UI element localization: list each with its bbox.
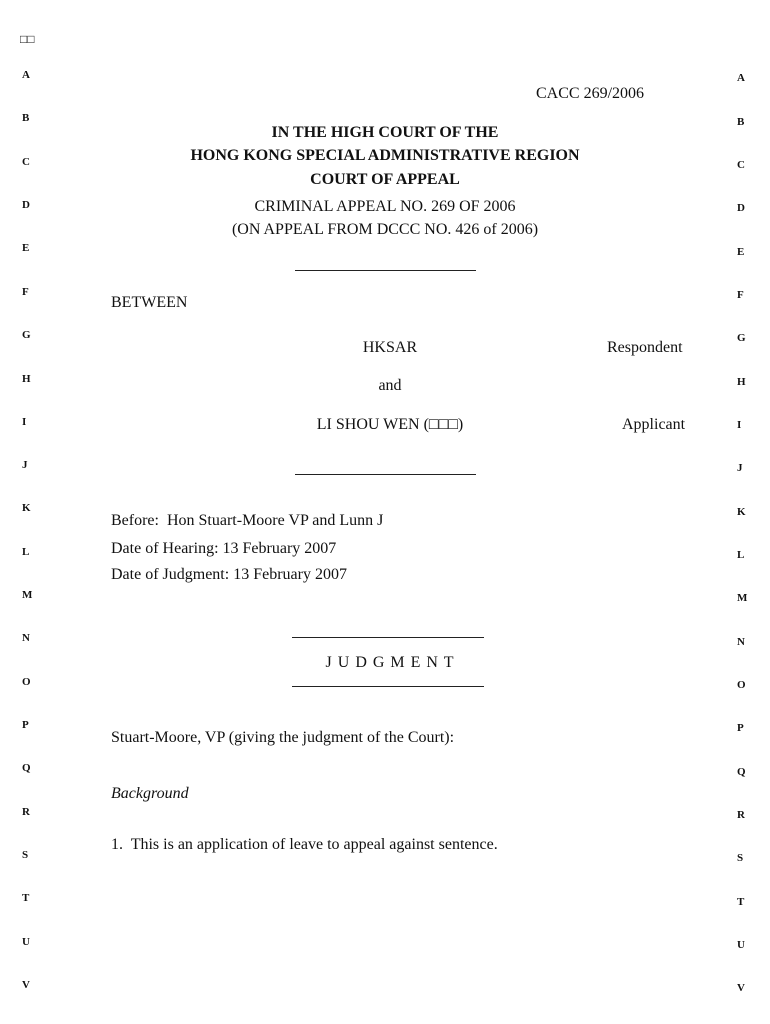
margin-letter: S [737, 852, 744, 864]
court-line-1: IN THE HIGH COURT OF THE [271, 124, 499, 141]
margin-letter: I [737, 419, 742, 431]
court-line-3: COURT OF APPEAL [310, 171, 460, 188]
margin-letter: I [22, 416, 27, 428]
margin-letter: M [737, 592, 748, 604]
margin-letter: A [737, 72, 745, 84]
margin-letter: H [22, 373, 31, 385]
case-number: CACC 269/2006 [536, 85, 645, 102]
margin-letter: H [737, 376, 746, 388]
margin-letter: Q [22, 762, 31, 774]
date-of-hearing: Date of Hearing: 13 February 2007 [111, 540, 337, 557]
margin-letter: F [737, 289, 744, 301]
margin-letter: F [22, 286, 29, 298]
corner-glyph: □□ [20, 32, 35, 46]
section-heading: Background [111, 785, 189, 802]
margin-letter: A [22, 69, 30, 81]
and-word: and [378, 377, 402, 394]
before-line: Before: Hon Stuart-Moore VP and Lunn J [111, 512, 384, 529]
margin-letter: C [737, 159, 745, 171]
margin-letter: Q [737, 766, 746, 778]
margin-letter: B [22, 112, 30, 124]
margin-letter: U [737, 939, 745, 951]
margin-letter: L [737, 549, 745, 561]
applicant-role: Applicant [622, 416, 686, 433]
margin-letter: N [737, 636, 745, 648]
margin-letter: E [22, 242, 30, 254]
margin-letter: O [22, 676, 31, 688]
respondent-role: Respondent [607, 339, 683, 356]
margin-letter: T [737, 896, 745, 908]
margin-letter: S [22, 849, 29, 861]
margin-letter: P [737, 722, 744, 734]
date-of-judgment: Date of Judgment: 13 February 2007 [111, 566, 347, 583]
margin-letter: E [737, 246, 745, 258]
appeal-line-2: (ON APPEAL FROM DCCC NO. 426 of 2006) [231, 221, 539, 238]
margin-letter: D [737, 202, 745, 214]
court-line-2: HONG KONG SPECIAL ADMINISTRATIVE REGION [190, 147, 580, 164]
margin-letter: V [22, 979, 30, 991]
divider-rule [295, 474, 476, 475]
judge-line: Stuart-Moore, VP (giving the judgment of the Court): [111, 729, 455, 746]
margin-letter: M [22, 589, 33, 601]
margin-letter: J [737, 462, 743, 474]
appeal-line-1: CRIMINAL APPEAL NO. 269 OF 2006 [254, 198, 516, 215]
divider-rule [292, 637, 484, 638]
margin-letter: G [22, 329, 31, 341]
margin-letter: K [22, 502, 31, 514]
respondent-name: HKSAR [362, 339, 418, 356]
margin-letter: O [737, 679, 746, 691]
margin-letter: L [22, 546, 30, 558]
margin-letter: V [737, 982, 745, 994]
margin-letter: K [737, 506, 746, 518]
margin-letter: T [22, 892, 30, 904]
applicant-name: LI SHOU WEN (□□□) [316, 416, 464, 433]
margin-letter: N [22, 632, 30, 644]
between-label: BETWEEN [111, 294, 188, 311]
margin-letter: J [22, 459, 28, 471]
margin-letter: P [22, 719, 29, 731]
margin-letter: R [737, 809, 745, 821]
margin-letter: D [22, 199, 30, 211]
margin-letter: C [22, 156, 30, 168]
paragraph-1: 1. This is an application of leave to appeal against sentence. [111, 836, 498, 853]
margin-letter: G [737, 332, 746, 344]
margin-letter: U [22, 936, 30, 948]
divider-rule [295, 270, 476, 271]
judgment-heading: J U D G M E N T [325, 654, 455, 671]
margin-letter: R [22, 806, 30, 818]
margin-letter: B [737, 116, 745, 128]
divider-rule [292, 686, 484, 687]
